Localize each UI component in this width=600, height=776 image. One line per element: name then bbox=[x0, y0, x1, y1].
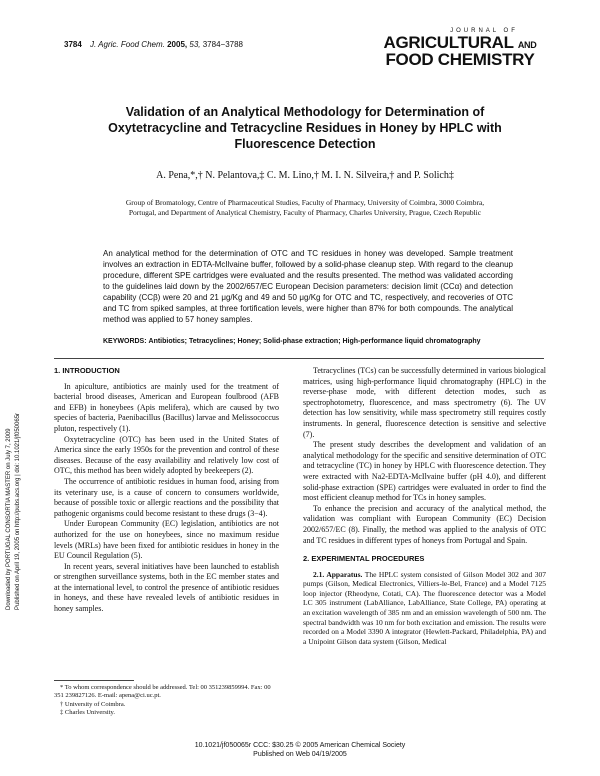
experimental-heading: 2. EXPERIMENTAL PROCEDURES bbox=[303, 554, 425, 564]
section-divider bbox=[54, 358, 544, 359]
keywords-text: Antibiotics; Tetracyclines; Honey; Solid-phase extraction; High-performance liquid chromatography bbox=[148, 338, 481, 345]
download-sidebar bbox=[6, 280, 30, 610]
footnotes bbox=[54, 684, 279, 718]
footnote-rule bbox=[54, 680, 134, 681]
journal-name: J. Agric. Food Chem. bbox=[90, 40, 165, 49]
sidebar-line1: Downloaded by PORTUGAL CONSORTIA MASTER on July 7, 2009 bbox=[6, 428, 12, 610]
article-title: Validation of an Analytical Methodology for Determination of Oxytetracycline and Tetracycline Residues in Honey by HPLC with Fluorescence Detection bbox=[108, 105, 502, 151]
footnote-coimbra: † University of Coimbra. bbox=[60, 700, 126, 708]
journal-pages: 3784−3788 bbox=[202, 40, 243, 49]
page-number: 3784 bbox=[64, 40, 82, 49]
footnote-charles: ‡ Charles University. bbox=[60, 709, 115, 717]
intro-paragraph: In apiculture, antibiotics are mainly used for the treatment of bacterial brood diseases, American and European foulbrood (AFB and EFB) in honeybees (Apis melifera), which are caused by two species of bacteria, Paenibacillus (Bacillus) larvae and Melissococcus pluton, respectively (1). bbox=[54, 381, 279, 433]
body-paragraph: Tetracyclines (TCs) can be successfully determined in various biological matrices, using high-performance liquid chromatography (HPLC) in the reverse-phase mode, with different detection modes, such as spectrophotometry, fluorescence, and mass spectrometry (6). The UV detection has low sensitivity, while mass spectrometry still requires costly instruments. In general, fluorescence detection is sensitive and selective (7). bbox=[303, 366, 546, 439]
body-paragraph: To enhance the precision and accuracy of the analytical method, the validation was compliant with European Community (EC) Decision 2002/657/EC (8). Finally, the method was applied to the analysis of OTC and TC residues in different types of honeys from Portugal and Spain. bbox=[303, 503, 546, 545]
intro-paragraph: Oxytetracycline (OTC) has been used in the United States of America since the early 1950s for the prevention and control of these diseases. Because of the easy availability and relatively low cost of OTC, this method has been widely adopted by beekeepers (2). bbox=[54, 434, 279, 476]
intro-paragraph: In recent years, several initiatives have been launched to establish or strengthen surveillance systems, both in the EC member states and at the international level, to control the presence of antibiotic residues in honeys, and these have revealed levels of antibiotic residues in honey samples. bbox=[54, 561, 279, 614]
affiliation: Group of Bromatology, Centre of Pharmaceutical Studies, Faculty of Pharmacy, University of Coimbra, 3000 Coimbra, Portugal, and Department of Analytical Chemistry, Faculty of Pharmacy, Charles University, Prague, Czech Republic bbox=[125, 198, 485, 217]
logo-line2: AGRICULTURAL bbox=[383, 33, 514, 52]
logo-line3: FOOD CHEMISTRY bbox=[385, 50, 535, 69]
footnote-correspondence: * To whom correspondence should be addressed. Tel: 00 351239859994. Fax: 00 351 239827126. E-mail: apena@ci.uc.pt. bbox=[54, 684, 271, 700]
running-header bbox=[64, 40, 243, 49]
intro-paragraph: The occurrence of antibiotic residues in human food, arising from its veterinary use, is a cause of concern to consumers worldwide, because of possible toxic or allergic reactions and the possibility that pathogenic organisms could become resistant to these drugs (3−4). bbox=[54, 476, 279, 518]
sidebar-line2: Published on April 19, 2005 on http://pubs.acs.org | doi: 10.1021/jf050065r bbox=[15, 412, 21, 610]
page-footer bbox=[0, 741, 600, 759]
right-column bbox=[303, 366, 546, 646]
keywords bbox=[103, 336, 513, 347]
body-paragraph: The present study describes the development and validation of an analytical methodology for the specific and sensitive determination of OTC and tetracycline (TC) in honey by HPLC with fluorescence detection. They were extracted with Na2-EDTA-McIlvaine buffer (pH 4.0), and different solid-phase extraction (SPE) cartridges were evaluated in order to find the most efficient cleanup method for TCs in honey samples. bbox=[303, 440, 546, 503]
logo-line1: JOURNAL OF bbox=[450, 28, 518, 34]
apparatus-paragraph bbox=[303, 570, 546, 647]
journal-volume: 53, bbox=[189, 40, 201, 49]
keywords-label: KEYWORDS: bbox=[103, 338, 147, 345]
intro-heading: 1. INTRODUCTION bbox=[54, 366, 120, 375]
journal-year: 2005, bbox=[167, 40, 188, 49]
apparatus-text: The HPLC system consisted of Gilson Model 302 and 307 pumps (Gilson, Medical Electronics, Villiers-le-Bel, France) and a Model 7125 loop injector (Rheodyne, Cotati, CA). The fluorescence detector was a Model LC 305 instrument (LabAlliance, LabAlliance, State College, PA) operating at an excitation wavelength of 385 nm and an emission wavelength of 500 nm. The spectral bandwidth was 10 nm for both excitation and emission. The results were recorded on a Model 3390 A integrator (Hewlett-Packard, Philadelphia, PA) and a Unipoint Gilson data system (Gilson, Medical bbox=[303, 569, 546, 646]
intro-paragraph: Under European Community (EC) legislation, antibiotics are not authorized for the use on honeybees, since no maximum residue levels (MRLs) have been fixed for antibiotic residues in honey in the EU Council Regulation (5). bbox=[54, 519, 279, 561]
left-column bbox=[54, 366, 279, 615]
footer-published: Published on Web 04/19/2005 bbox=[253, 751, 347, 758]
footer-doi: 10.1021/jf050065r CCC: $30.25 © 2005 American Chemical Society bbox=[194, 742, 406, 749]
journal-logo bbox=[370, 28, 550, 68]
abstract: An analytical method for the determination of OTC and TC residues in honey was developed. Sample treatment involves an extraction in EDTA-McIlvaine buffer, followed by a solid-phase cleanup step. With regard to the cleanup procedure, different SPE cartridges were evaluated and the results presented. The method was validated according to the guidelines laid down by the 2002/657/EC European Decision parameters: decision limit (CCα) and detection capability (CCβ) were 20 and 21 μg/Kg and 49 and 50 μg/Kg for OTC and TC, respectively, and recoveries of OTC and TC from spiked samples, at three fortification levels, were higher than 87% for both compounds. The analytical method was applied to 57 honey samples. bbox=[103, 249, 513, 324]
logo-and: AND bbox=[517, 40, 537, 50]
apparatus-label: 2.1. Apparatus. bbox=[313, 569, 363, 579]
author-list: A. Pena,*,† N. Pelantova,‡ C. M. Lino,† M. I. N. Silveira,† and P. Solich‡ bbox=[156, 170, 454, 181]
